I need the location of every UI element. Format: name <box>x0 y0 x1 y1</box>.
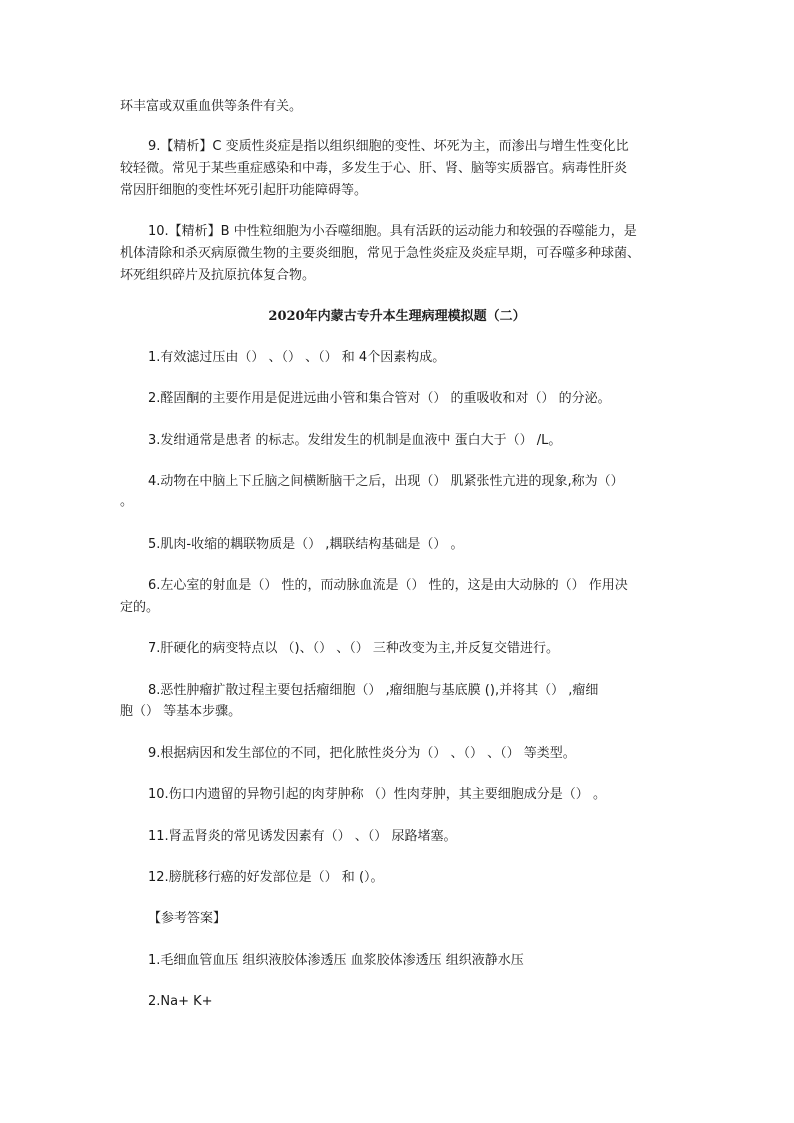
question-12: 12.膀胱移行癌的好发部位是（） 和 (）。 <box>148 870 384 885</box>
answers-heading: 【参考答案】 <box>148 911 227 926</box>
answer-2: 2.Na+ K+ <box>148 994 213 1009</box>
question-3: 3.发绀通常是患者 的标志。发绀发生的机制是血液中 蛋白大于（） /L。 <box>148 433 562 448</box>
question-7: 7.肝硬化的病变特点以 （)、（） 、（） 三种改变为主,并反复交错进行。 <box>148 641 560 656</box>
question-5: 5.肌肉-收缩的耦联物质是（） ,耦联结构基础是（） 。 <box>148 537 464 552</box>
analysis-item-9-line-2: 较轻微。常见于某些重症感染和中毒，多发生于心、肝、肾、脑等实质器官。病毒性肝炎 <box>120 161 628 176</box>
analysis-item-9-line-1: 9.【精析】C 变质性炎症是指以组织细胞的变性、坏死为主，而渗出与增生性变化比 <box>148 139 629 154</box>
question-4-line-2: 。 <box>120 494 134 509</box>
analysis-item-9-line-3: 常因肝细胞的变性坏死引起肝功能障碍等。 <box>120 183 368 198</box>
question-10: 10.伤口内遗留的异物引起的肉芽肿称 （）性肉芽肿，其主要细胞成分是（） 。 <box>148 787 606 802</box>
question-6-line-2: 定的。 <box>120 600 160 615</box>
answer-1: 1.毛细血管血压 组织液胶体渗透压 血浆胶体渗透压 组织液静水压 <box>148 953 524 968</box>
question-4-line-1: 4.动物在中脑上下丘脑之间横断脑干之后，出现（） 肌紧张性亢进的现象,称为（） <box>148 474 624 489</box>
analysis-item-10-line-2: 机体清除和杀灭病原微生物的主要炎细胞，常见于急性炎症及炎症早期，可吞噬多种球菌、 <box>120 246 641 261</box>
analysis-carryover-text: 环丰富或双重血供等条件有关。 <box>120 99 303 114</box>
question-2: 2.醛固酮的主要作用是促进远曲小管和集合管对（） 的重吸收和对（） 的分泌。 <box>148 391 611 406</box>
question-8-line-1: 8.恶性肿瘤扩散过程主要包括瘤细胞（） ,瘤细胞与基底膜 (),并将其（） ,瘤细 <box>148 683 599 698</box>
question-11: 11.肾盂肾炎的常见诱发因素有（） 、（） 尿路堵塞。 <box>148 829 457 844</box>
question-6-line-1: 6.左心室的射血是（） 性的，而动脉血流是（） 性的，这是由大动脉的（） 作用决 <box>148 578 628 593</box>
exam-title: 2020年内蒙古专升本生理病理模拟题（二） <box>268 309 526 324</box>
question-8-line-2: 胞（） 等基本步骤。 <box>120 704 242 719</box>
analysis-item-10-line-3: 坏死组织碎片及抗原抗体复合物。 <box>120 268 316 283</box>
question-9: 9.根据病因和发生部位的不同，把化脓性炎分为（） 、（） 、（） 等类型。 <box>148 746 576 761</box>
analysis-item-10-line-1: 10.【精析】B 中性粒细胞为小吞噬细胞。具有活跃的运动能力和较强的吞噬能力，是 <box>148 224 637 239</box>
question-1: 1.有效滤过压由（） 、（） 、（） 和 4个因素构成。 <box>148 350 446 365</box>
